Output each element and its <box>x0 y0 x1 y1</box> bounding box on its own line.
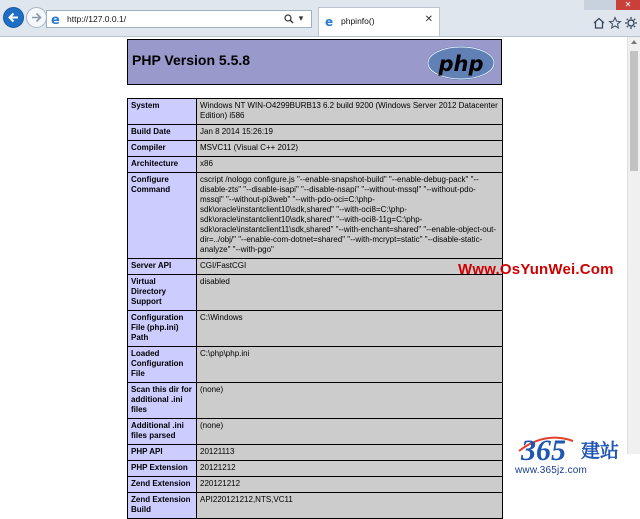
site-url: www.365jz.com <box>515 465 588 476</box>
row-value: 20121212 <box>197 461 503 477</box>
window-controls <box>584 0 640 10</box>
address-bar[interactable] <box>46 10 312 28</box>
table-row <box>128 99 503 125</box>
home-icon[interactable] <box>592 16 606 30</box>
browser-chrome <box>0 0 640 37</box>
forward-arrow-icon <box>30 11 43 24</box>
php-version-header <box>127 39 502 85</box>
page-viewport[interactable] <box>0 37 627 514</box>
row-value: 220121212 <box>197 477 503 493</box>
row-value: (none) <box>197 383 503 419</box>
row-key: Compiler <box>128 141 197 157</box>
row-value: CGI/FastCGI <box>197 259 503 275</box>
window-close-button[interactable]: ✕ <box>616 0 640 10</box>
row-key: PHP API <box>128 445 197 461</box>
address-url[interactable]: http://127.0.0.1/ <box>67 14 127 24</box>
back-arrow-icon <box>7 11 20 24</box>
row-value: Windows NT WIN-O4299BURB13 6.2 build 9200 (Windows Server 2012 Datacenter Edition) i586 <box>197 99 503 125</box>
table-row <box>128 445 503 461</box>
vertical-scrollbar[interactable] <box>627 37 640 454</box>
ie-logo-icon <box>50 12 64 26</box>
row-value: API220121212,NTS,VC11 <box>197 493 503 519</box>
table-row <box>128 125 503 141</box>
site-365jz-logo-mark <box>515 429 627 465</box>
row-value: x86 <box>197 157 503 173</box>
scroll-up-arrow-icon[interactable] <box>631 40 637 44</box>
row-value: cscript /nologo configure.js "--enable-snapshot-build" "--enable-debug-pack" "--disable-zts" "--disable-isapi" "--disable-nsapi" "--without-mssql" "--without-pdo-mssql" "--without-pi3web" "--with-pdo-oci=C:\php-sdk\oracle\instantclient10\sdk,shared" "--with-oci8=C:\php-sdk\oracle\instantclient10\sdk,shared" "--with-oci8-11g=C:\php-sdk\oracle\instantclient11\sdk,shared" "--with-enchant=shared" "--enable-object-out-dir=../obj/" "--enable-com-dotnet=shared" "--with-mcrypt=static" "--disable-static-analyze" "--with-pgo" <box>197 173 503 259</box>
row-value: MSVC11 (Visual C++ 2012) <box>197 141 503 157</box>
table-row <box>128 275 503 311</box>
row-key: PHP Extension <box>128 461 197 477</box>
back-button[interactable] <box>3 7 24 28</box>
row-key: Scan this dir for additional .ini files <box>128 383 197 419</box>
tab-phpinfo[interactable] <box>318 7 440 36</box>
minimize-button[interactable] <box>584 0 600 10</box>
row-key: Additional .ini files parsed <box>128 419 197 445</box>
row-key: Zend Extension <box>128 477 197 493</box>
settings-gear-icon[interactable] <box>624 16 638 30</box>
close-icon[interactable]: ✕ <box>424 14 433 25</box>
svg-text:php: php <box>438 52 484 76</box>
table-row <box>128 477 503 493</box>
table-row <box>128 383 503 419</box>
forward-button[interactable] <box>26 7 47 28</box>
phpinfo-table <box>127 98 503 519</box>
table-row <box>128 347 503 383</box>
favorites-star-icon[interactable] <box>608 16 622 30</box>
watermark-text: Www.OsYunWei.Com <box>458 261 614 278</box>
table-row <box>128 493 503 519</box>
table-row <box>128 157 503 173</box>
svg-text:e: e <box>51 13 60 28</box>
scrollbar-thumb[interactable] <box>630 51 638 171</box>
ie-logo-icon <box>325 15 337 27</box>
row-key: Architecture <box>128 157 197 173</box>
row-value: disabled <box>197 275 503 311</box>
row-value: C:\php\php.ini <box>197 347 503 383</box>
row-key: Configuration File (php.ini) Path <box>128 311 197 347</box>
row-key: Build Date <box>128 125 197 141</box>
svg-text:建站: 建站 <box>581 440 620 462</box>
table-row <box>128 173 503 259</box>
table-row <box>128 311 503 347</box>
php-logo <box>425 44 497 82</box>
row-value: (none) <box>197 419 503 445</box>
table-row <box>128 419 503 445</box>
table-row <box>128 259 503 275</box>
table-row <box>128 141 503 157</box>
php-version-title: PHP Version 5.5.8 <box>132 52 251 68</box>
row-value: 20121113 <box>197 445 503 461</box>
row-key: Virtual Directory Support <box>128 275 197 311</box>
row-value: C:\Windows <box>197 311 503 347</box>
tab-label: phpinfo() <box>341 16 375 26</box>
row-key: Zend Extension Build <box>128 493 197 519</box>
row-key: System <box>128 99 197 125</box>
svg-text:e: e <box>325 15 334 29</box>
row-value: Jan 8 2014 15:26:19 <box>197 125 503 141</box>
table-row <box>128 461 503 477</box>
svg-text:365: 365 <box>521 434 566 467</box>
row-key: Configure Command <box>128 173 197 259</box>
site-365jz-logo <box>515 429 627 481</box>
row-key: Server API <box>128 259 197 275</box>
dropdown-icon[interactable]: ▾ <box>298 14 304 24</box>
row-key: Loaded Configuration File <box>128 347 197 383</box>
search-icon[interactable] <box>283 12 295 26</box>
maximize-button[interactable] <box>600 0 616 10</box>
